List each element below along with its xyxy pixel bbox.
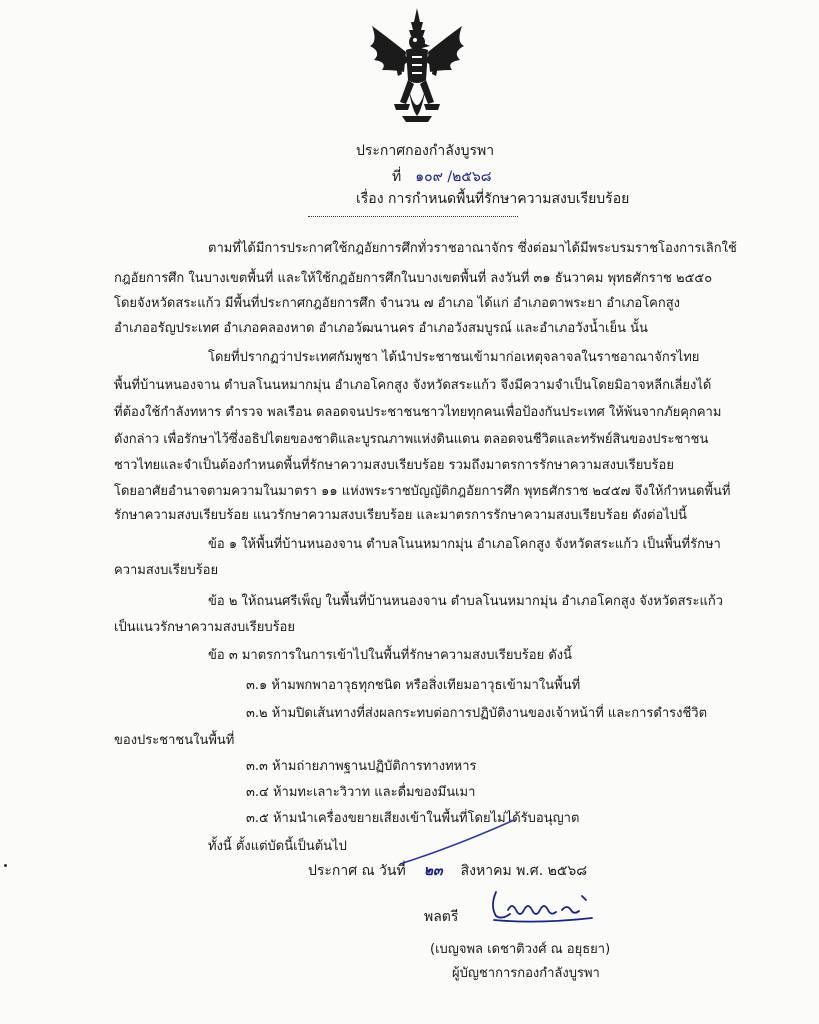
body-line: ดังกล่าว เพื่อรักษาไว้ซึ่งอธิปไตยของชาติและบูรณภาพแห่งดินแดน ตลอดจนชีวิตและทรัพย์สินของประชาชน (114, 432, 709, 447)
signer-position: ผู้บัญชาการกองกำลังบูรพา (452, 966, 600, 981)
number-value: ๑๐๙ /๒๕๖๘ (415, 169, 492, 185)
signer-rank: พลตรี (424, 909, 459, 925)
measure-3-5: ๓.๕ ห้ามนำเครื่องขยายเสียงเข้าในพื้นที่โดยไม่ได้รับอนุญาต (246, 811, 580, 826)
garuda-emblem (366, 6, 468, 132)
measure-3-3: ๓.๓ ห้ามถ่ายภาพฐานปฏิบัติการทางทหาร (246, 759, 477, 774)
dotted-divider (308, 216, 518, 217)
body-line: อำเภออรัญประเทศ อำเภอคลองหาด อำเภอวัฒนานคร อำเภอวังสมบูรณ์ และอำเภอวังน้ำเย็น นั้น (114, 321, 648, 336)
body-line: โดยที่ปรากฏว่าประเทศกัมพูชา ได้นำประชาชนเข้ามาก่อเหตุจลาจลในราชอาณาจักรไทย (208, 350, 700, 365)
announced-month-year: สิงหาคม พ.ศ. ๒๕๖๘ (460, 863, 588, 879)
announcement-subject: เรื่อง การกำหนดพื้นที่รักษาความสงบเรียบร้อย (356, 191, 630, 207)
announced-date (308, 860, 587, 882)
body-line: ความสงบเรียบร้อย (114, 563, 219, 578)
clause-2: ข้อ ๒ ให้ถนนศรีเพ็ญ ในพื้นที่บ้านหนองจาน ตำบลโนนหมากมุ่น อำเภอโคกสูง จังหวัดสระแก้ว (208, 594, 724, 609)
effective-line: ทั้งนี้ ตั้งแต่บัดนี้เป็นต้นไป (208, 839, 347, 854)
body-line: ของประชาชนในพื้นที่ (114, 733, 235, 748)
body-line: โดยจังหวัดสระแก้ว มีพื้นที่ประกาศกฎอัยการศึก จำนวน ๗ อำเภอ ได้แก่ อำเภอตาพระยา อำเภอโคกสูง (114, 296, 681, 311)
body-line: ที่ต้องใช้กำลังทหาร ตำรวจ พลเรือน ตลอดจนประชาชนชาวไทยทุกคนเพื่อป้องกันประเทศ ให้พ้นจากภัยคุกคาม (114, 405, 722, 420)
body-line: พื้นที่บ้านหนองจาน ตำบลโนนหมากมุ่น อำเภอโคกสูง จังหวัดสระแก้ว จึงมีความจำเป็นโดยมิอาจหลีกเลี่ยงได้ (114, 378, 712, 393)
body-line: เป็นแนวรักษาความสงบเรียบร้อย (114, 620, 295, 635)
signer-name: (เบญจพล เดชาติวงศ์ ณ อยุธยา) (430, 942, 611, 957)
body-line: ตามที่ได้มีการประกาศใช้กฎอัยการศึกทั่วราชอาณาจักร ซึ่งต่อมาได้มีพระบรมราชโองการเลิกใช้ (208, 241, 737, 256)
body-line: รักษาความสงบเรียบร้อย แนวรักษาความสงบเรียบร้อย และมาตรการรักษาความสงบเรียบร้อย ดังต่อไปนี้ (114, 508, 687, 523)
measure-3-2: ๓.๒ ห้ามปิดเส้นทางที่ส่งผลกระทบต่อการปฏิบัติงานของเจ้าหน้าที่ และการดำรงชีวิต (246, 706, 708, 721)
handwritten-signature (488, 880, 598, 926)
measure-3-4: ๓.๔ ห้ามทะเลาะวิวาท และดื่มของมึนเมา (246, 785, 476, 800)
body-line: กฎอัยการศึก ในบางเขตพื้นที่ และให้ใช้กฎอัยการศึกในบางเขตพื้นที่ ลงวันที่ ๓๑ ธันวาคม พุทธศักราช ๒๕๕๐ (114, 271, 713, 286)
clause-1: ข้อ ๑ ให้พื้นที่บ้านหนองจาน ตำบลโนนหมากมุ่น อำเภอโคกสูง จังหวัดสระแก้ว เป็นพื้นที่รักษา (208, 537, 721, 552)
number-prefix: ที่ (392, 169, 402, 185)
measure-3-1: ๓.๑ ห้ามพกพาอาวุธทุกชนิด หรือสิ่งเทียมอาวุธเข้ามาในพื้นที่ (246, 678, 581, 693)
clause-3: ข้อ ๓ มาตรการในการเข้าไปในพื้นที่รักษาความสงบเรียบร้อย ดังนี้ (208, 648, 572, 663)
scan-speck (4, 864, 7, 867)
announced-prefix: ประกาศ ณ วันที่ (308, 863, 406, 879)
announcement-number (392, 166, 492, 188)
announcement-title: ประกาศกองกำลังบูรพา (356, 143, 495, 159)
body-line: โดยอาศัยอำนาจตามความในมาตรา ๑๑ แห่งพระราชบัญญัติกฎอัยการศึก พุทธศักราช ๒๔๕๗ จึงให้กำหนดพื้นที่ (114, 484, 731, 499)
announced-day: ๒๓ (423, 863, 443, 879)
body-line: ชาวไทยและจำเป็นต้องกำหนดพื้นที่รักษาความสงบเรียบร้อย รวมถึงมาตรการรักษาความสงบเรียบร้อย (114, 458, 674, 473)
